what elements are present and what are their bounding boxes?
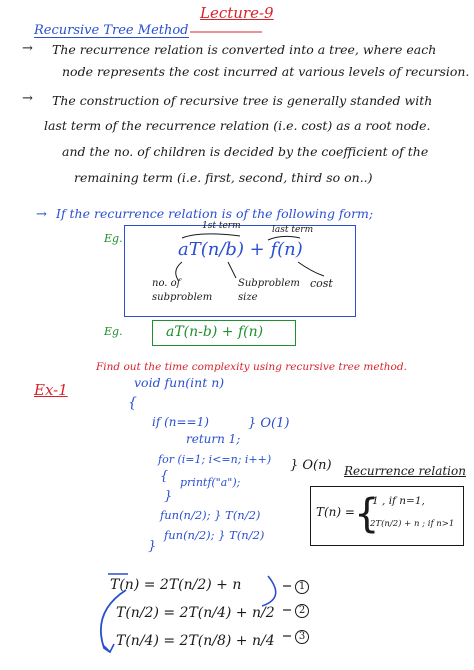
first-term-annotation: 1st term bbox=[202, 221, 241, 231]
form-intro: If the recurrence relation is of the following form; bbox=[56, 206, 374, 221]
eg2-label: Eg. bbox=[104, 325, 123, 338]
general-equation: aT(n/b) + f(n) bbox=[178, 239, 303, 260]
note-line: remaining term (i.e. first, second, third so on..) bbox=[74, 170, 373, 185]
step-number-3: 3 bbox=[295, 630, 309, 644]
code-line: fun(n/2); } T(n/2) bbox=[164, 528, 265, 542]
code-o1: } O(1) bbox=[248, 416, 290, 431]
code-line: for (i=1; i<=n; i++) bbox=[158, 453, 272, 466]
note-line: last term of the recurrence relation (i.e. cost) as a root node. bbox=[44, 118, 431, 133]
section-title: Recursive Tree Method bbox=[34, 23, 189, 38]
last-term-annotation: last term bbox=[272, 225, 314, 235]
bullet-arrow-2: → bbox=[22, 91, 33, 106]
code-line: fun(n/2); } T(n/2) bbox=[160, 508, 261, 522]
step-number-1: 1 bbox=[295, 580, 309, 594]
code-line: { bbox=[128, 395, 137, 411]
step-number-2: 2 bbox=[295, 604, 309, 618]
code-line: if (n==1) bbox=[152, 415, 209, 429]
recurrence-lhs: T(n) = bbox=[316, 505, 355, 519]
label-no-of-subproblem: no. of subproblem bbox=[152, 278, 213, 303]
code-line: } bbox=[148, 539, 157, 554]
note-line: The recurrence relation is converted into a tree, where each bbox=[52, 42, 437, 57]
note-line: The construction of recursive tree is generally standed with bbox=[52, 93, 433, 108]
recurrence-case-2: 2T(n/2) + n ; if n>1 bbox=[370, 519, 455, 529]
label-subproblem-size: Subproblem size bbox=[238, 278, 300, 303]
code-on: } O(n) bbox=[290, 458, 332, 473]
note-line: and the no. of children is decided by the coefficient of the bbox=[62, 144, 429, 159]
step-equation-1: T(n) = 2T(n/2) + n bbox=[110, 577, 242, 593]
code-line: printf("a"); bbox=[180, 476, 241, 489]
label-cost: cost bbox=[310, 277, 333, 290]
lecture-title: Lecture-9 bbox=[200, 4, 274, 22]
step-equation-3: T(n/4) = 2T(n/8) + n/4 bbox=[116, 633, 275, 649]
recurrence-title: Recurrence relation bbox=[344, 464, 466, 478]
step-equation-2: T(n/2) = 2T(n/4) + n/2 bbox=[116, 605, 275, 621]
code-line: } bbox=[164, 489, 173, 504]
code-line: { bbox=[160, 469, 169, 484]
example-label: Ex-1 bbox=[34, 381, 68, 399]
second-equation: aT(n-b) + f(n) bbox=[166, 324, 264, 340]
recurrence-brace: { bbox=[354, 491, 380, 537]
recurrence-case-1: 1 , if n=1, bbox=[372, 495, 425, 507]
example-title: Find out the time complexity using recursive tree method. bbox=[96, 361, 407, 373]
eg-label: Eg. bbox=[104, 232, 123, 245]
note-line: node represents the cost incurred at various levels of recursion. bbox=[62, 64, 470, 79]
code-line: void fun(int n) bbox=[134, 375, 225, 390]
code-line: return 1; bbox=[186, 432, 241, 446]
arrow-icon: → bbox=[36, 207, 47, 222]
bullet-arrow-1: → bbox=[22, 41, 33, 56]
